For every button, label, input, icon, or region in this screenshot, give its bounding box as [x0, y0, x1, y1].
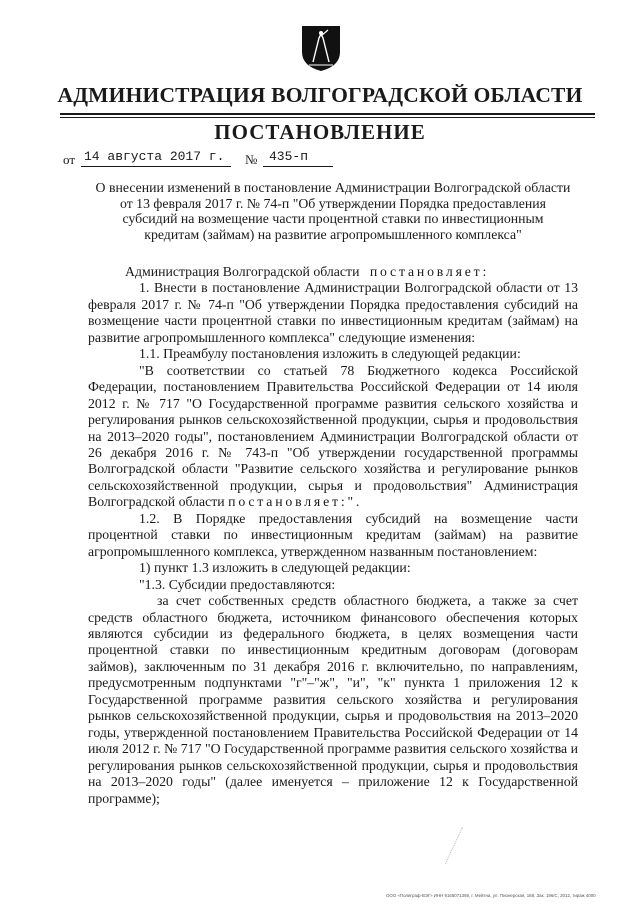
item-1: 1) пункт 1.3 изложить в следующей редакции:: [139, 560, 411, 576]
preamble-lead: Администрация Волгоградской области: [125, 264, 360, 279]
item-1-text: за счет собственных средств областного бюджета, а также за счет средств областного бюджета, источником финансового обеспечения которых являются субсидии из федерального бюджета, в целях возмещения части процентной ставки по инвестиционным кредитным договорам (договорам займов), заключенным по 31 декабря 2016 г. включительно, по направлениям, предусмотренным подпунктами "г"–"ж", "и", "к" пункта 1 приложения 12 к Государственной программе развития сельского хозяйства и регулирования рынков сельскохозяйственной продукции, сырья и продовольствия на 2013–2020 годы, утвержденной постановлением Правительства Российской Федерации от 14 июля 2012 г. № 717 "О Государственной программе развития сельского хозяйства и регулирования рынков сельскохозяйственной продукции, сырья и продовольствия на 2013–2020 годы" (далее именуется – приложение 12 к Государственной программе);: [88, 593, 578, 806]
number-label: №: [245, 152, 258, 167]
printer-imprint: ООО «Полиграф-ВЭГ» ИНН 9165071369, г. Мейтна, ул. Пионерская, 168, Зак. 196/С, 2012, тираж 4000: [386, 893, 596, 898]
document-type-title: ПОСТАНОВЛЕНИЕ: [214, 120, 426, 144]
preamble-verb: постановляет:: [369, 264, 490, 279]
subject-line: кредитам (займам) на развитие агропромышленного комплекса": [144, 226, 522, 242]
paragraph-1-1-quote: [88, 363, 578, 511]
coat-of-arms-icon: [299, 24, 343, 72]
item-1-quote: "1.3. Субсидии предоставляются:: [139, 576, 336, 592]
subject-line: субсидий на возмещение части процентной ставки по инвестиционным: [122, 211, 544, 226]
paragraph-1: 1. Внести в постановление Администрации Волгоградской области от 13 февраля 2017 г. № 74-п "Об утверждении Порядка предоставления субсидий на возмещение части процентной ставки по инвестиционным кредитам (займам) на развитие агропромышленного комплекса" следующие изменения:: [88, 280, 578, 345]
organization-title: АДМИНИСТРАЦИЯ ВОЛГОГРАДСКОЙ ОБЛАСТИ: [57, 83, 583, 107]
paragraph-1-1: 1.1. Преамбулу постановления изложить в следующей редакции:: [139, 346, 521, 362]
date-prefix: от: [63, 152, 76, 167]
subject-line: от 13 февраля 2017 г. № 74-п "Об утверждении Порядка предоставления: [119, 195, 547, 211]
date-underline: [81, 166, 231, 167]
header-rule-thick: [60, 113, 595, 115]
quote-text: "В соответствии со статьей 78 Бюджетного кодекса Российской Федерации, постановлением Правительства Российской Федерации от 14 июля 2012 г. № 717 "О Государственной программе развития сельского хозяйства и регулирования рынков сельскохозяйственной продукции, сырья и продовольствия на 2013–2020 годы", постановлением Администрации Волгоградской области от 26 декабря 2016 г. № 743-п "Об утверждении государственной программы Волгоградской области "Развитие сельского хозяйства и регулирование рынков сельскохозяйственной продукции, сырья и продовольствия" Администрация Волгоградской области: [88, 362, 578, 510]
preamble: [88, 264, 578, 280]
scan-mark: [445, 827, 490, 876]
document-number: 435-п: [269, 149, 309, 164]
date-number-line: [63, 149, 463, 169]
number-underline: [263, 166, 333, 167]
paragraph-1-2: 1.2. В Порядке предоставления субсидий на возмещение части процентной ставки по инвестиционным кредитам (займам) на развитие агропромышленного комплекса, утвержденном названным постановлением:: [88, 510, 578, 559]
subject-line: О внесении изменений в постановление Администрации Волгоградской области: [95, 180, 571, 195]
header-rule-thin: [60, 117, 595, 118]
document-body: [88, 264, 578, 807]
quote-end-verb: постановляет:".: [228, 494, 363, 510]
document-date: 14 августа 2017 г.: [84, 149, 225, 164]
document-subject: [88, 180, 578, 242]
